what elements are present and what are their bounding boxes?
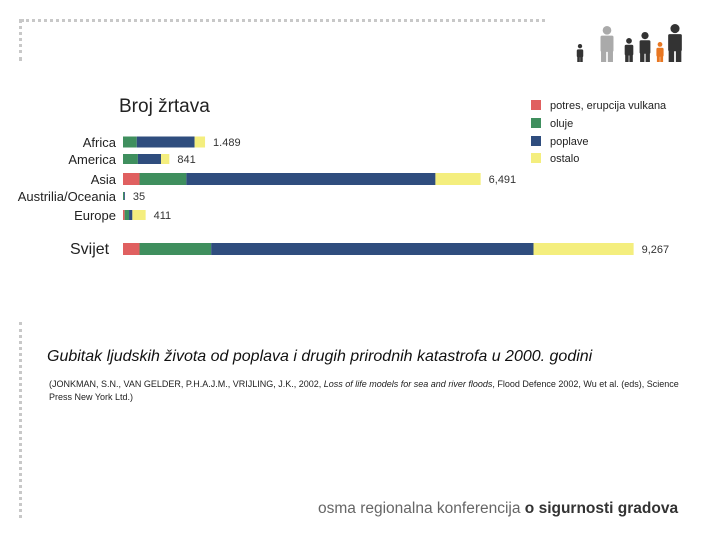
bar-total-label: 35 bbox=[132, 191, 146, 203]
bar-segment bbox=[138, 154, 161, 164]
legend-label: oluje bbox=[550, 118, 574, 130]
stacked-bar-chart bbox=[0, 85, 720, 270]
bar-total-label: 6,491 bbox=[488, 174, 517, 186]
bar-segment bbox=[124, 192, 125, 200]
chart-caption: Gubitak ljudskih života od poplava i drugih prirodnih katastrofa u 2000. godini bbox=[47, 348, 593, 365]
bar-segment bbox=[140, 243, 212, 255]
bar-segment bbox=[533, 243, 633, 255]
footer-bold-text: o sigurnosti gradova bbox=[524, 500, 679, 517]
bar-segment bbox=[132, 210, 145, 220]
legend-swatch bbox=[531, 136, 541, 146]
reference-authors: (JONKMAN, S.N., VAN GELDER, P.H.A.J.M., VRIJLING, J.K., 2002, bbox=[49, 379, 324, 389]
decorative-dotted-line-left-bottom bbox=[19, 322, 22, 518]
bar-segment bbox=[140, 173, 187, 185]
category-label: Asia bbox=[90, 172, 116, 187]
bar-segment bbox=[123, 243, 140, 255]
footer-text: osma regionalna konferencija bbox=[318, 500, 525, 517]
bar-total-label: 9,267 bbox=[641, 244, 670, 256]
bar-segment bbox=[129, 210, 132, 220]
reference-citation bbox=[49, 378, 699, 404]
bar-segment bbox=[161, 154, 169, 164]
category-label: Europe bbox=[74, 208, 116, 223]
bar-segment bbox=[137, 137, 195, 148]
decorative-dotted-line-top bbox=[21, 19, 545, 22]
bar-segment bbox=[123, 210, 125, 220]
bar-segment bbox=[123, 192, 124, 200]
chart-title: Broj žrtava bbox=[119, 96, 210, 117]
legend-label: ostalo bbox=[550, 153, 580, 165]
reference-source: , Flood Defence 2002, Wu et al. (eds), Science Press New York Ltd.) bbox=[49, 379, 679, 402]
bar-segment bbox=[123, 137, 137, 148]
bar-segment bbox=[123, 154, 138, 164]
category-label: America bbox=[68, 152, 116, 167]
bar-segment bbox=[195, 137, 205, 148]
bar-segment bbox=[125, 210, 129, 220]
legend-label: potres, erupcija vulkana bbox=[550, 100, 667, 112]
legend-swatch bbox=[531, 100, 541, 110]
people-logo-icon bbox=[572, 20, 692, 62]
reference-title: Loss of life models for sea and river floods bbox=[323, 379, 493, 389]
bar-segment bbox=[211, 243, 533, 255]
bar-total-label: 1.489 bbox=[213, 137, 241, 149]
decorative-dotted-line-left-top bbox=[19, 19, 22, 61]
bar-segment bbox=[186, 173, 435, 185]
legend-swatch bbox=[531, 153, 541, 163]
legend-label: poplave bbox=[550, 136, 589, 148]
bar-segment bbox=[435, 173, 480, 185]
category-label: Africa bbox=[82, 135, 116, 150]
conference-footer bbox=[318, 500, 678, 518]
bar-total-label: 411 bbox=[153, 210, 172, 222]
bar-total-label: 841 bbox=[177, 154, 196, 166]
category-label: Svijet bbox=[70, 241, 110, 258]
bar-segment bbox=[123, 173, 140, 185]
legend-swatch bbox=[531, 118, 541, 128]
category-label: Austrilia/Oceania bbox=[17, 189, 116, 204]
